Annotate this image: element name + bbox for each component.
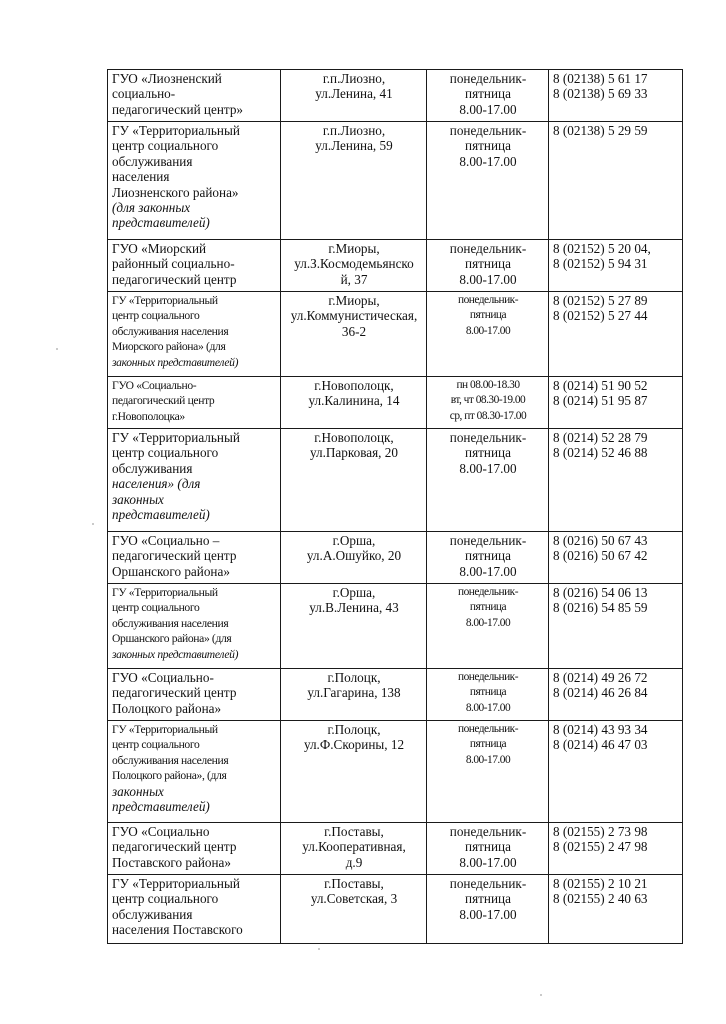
- institution-name-line: законных представителей): [112, 355, 239, 369]
- institution-name-line: социально-: [112, 86, 176, 102]
- working-hours-cell: [427, 823, 549, 875]
- institution-name-line: ГУО «Социально-: [112, 670, 214, 685]
- table-row: [108, 292, 683, 377]
- institution-name-line: центр социального: [112, 738, 200, 752]
- phone-number: 8 (0216) 54 06 13: [553, 585, 648, 600]
- address-cell: [281, 823, 427, 875]
- institution-name-line: ГУ «Территориальный: [112, 723, 218, 736]
- institution-name-line: Полоцкого района»: [112, 700, 222, 716]
- institution-name-line: педагогический центр»: [112, 101, 244, 117]
- working-hours-cell: [427, 532, 549, 584]
- phone-number: 8 (0214) 43 93 34: [553, 722, 648, 737]
- table-row: [108, 875, 683, 944]
- institution-name-cell: [108, 875, 281, 944]
- institution-name-line: г.Новополоцка»: [112, 409, 185, 423]
- institution-name-cell: [108, 669, 281, 721]
- institution-name-line: центр социального: [112, 309, 200, 323]
- institution-name-cell: [108, 584, 281, 669]
- institution-name-line: законных: [112, 783, 164, 799]
- address-line: ул.З.Космодемьянско: [294, 256, 414, 272]
- phone-number: 8 (02155) 2 73 98: [553, 824, 648, 839]
- phone-number: 8 (0214) 52 28 79: [553, 430, 648, 445]
- institution-name-line: Оршанского района» (для: [112, 632, 232, 646]
- address-line: г.п.Лиозно,: [322, 123, 386, 138]
- address-cell: [281, 669, 427, 721]
- working-hours-line: 8.00-17.00: [459, 460, 517, 476]
- address-line: д.9: [345, 854, 363, 870]
- phone-number: 8 (0214) 52 46 88: [553, 445, 648, 461]
- institution-name-line: законных: [112, 491, 164, 507]
- institution-name-cell: [108, 532, 281, 584]
- table-row: [108, 823, 683, 875]
- phone-cell: [549, 377, 683, 429]
- address-cell: [281, 377, 427, 429]
- institution-name-line: районный социально-: [112, 256, 235, 272]
- institution-name-line: населения: [112, 169, 170, 185]
- phone-cell: [549, 669, 683, 721]
- address-cell: [281, 292, 427, 377]
- table-row: [108, 721, 683, 823]
- address-line: й, 37: [340, 271, 368, 287]
- institution-name-line: ГУО «Социально-: [112, 379, 197, 392]
- working-hours-cell: [427, 721, 549, 823]
- institution-name-line: обслуживания: [112, 460, 193, 476]
- phone-cell: [549, 292, 683, 377]
- working-hours-line: понедельник-: [449, 824, 527, 839]
- address-line: ул.Коммунистическая,: [290, 308, 418, 324]
- institution-name-line: населения Поставского: [112, 922, 243, 938]
- address-cell: [281, 875, 427, 944]
- address-line: г.Полоцк,: [327, 722, 381, 737]
- institution-name-line: ГУО «Социально –: [112, 533, 220, 548]
- phone-number: 8 (02155) 2 47 98: [553, 839, 648, 855]
- address-cell: [281, 532, 427, 584]
- phone-cell: [549, 70, 683, 122]
- institution-name-cell: [108, 122, 281, 240]
- phone-number: 8 (02152) 5 27 44: [553, 308, 648, 324]
- table-row: [108, 669, 683, 721]
- working-hours-line: пятница: [469, 686, 507, 699]
- social-centers-table: [107, 69, 683, 944]
- table-row: [108, 532, 683, 584]
- institution-name-line: педагогический центр: [112, 685, 237, 701]
- working-hours-line: 8.00-17.00: [459, 153, 517, 169]
- address-cell: [281, 122, 427, 240]
- scan-speck: [92, 523, 94, 525]
- phone-number: 8 (0214) 51 90 52: [553, 378, 648, 393]
- institution-name-line: Полоцкого района», (для: [112, 769, 227, 783]
- phone-number: 8 (02152) 5 27 89: [553, 293, 648, 308]
- institution-name-line: обслуживания населения: [112, 616, 229, 630]
- institution-name-line: населения» (для: [112, 476, 201, 492]
- phone-number: 8 (0214) 46 26 84: [553, 685, 648, 701]
- address-line: г.п.Лиозно,: [322, 71, 386, 86]
- institution-name-line: ГУ «Территориальный: [112, 430, 240, 445]
- institution-name-line: обслуживания: [112, 153, 193, 169]
- institution-name-line: обслуживания населения: [112, 324, 229, 338]
- table-row: [108, 240, 683, 292]
- phone-number: 8 (0216) 50 67 42: [553, 548, 648, 564]
- institution-name-line: обслуживания населения: [112, 753, 229, 767]
- address-line: г.Новополоцк,: [314, 378, 394, 393]
- phone-cell: [549, 240, 683, 292]
- institution-name-line: Миорского района» (для: [112, 340, 226, 354]
- phone-number: 8 (02155) 2 10 21: [553, 876, 648, 891]
- phone-cell: [549, 721, 683, 823]
- institution-name-line: Поставского района»: [112, 854, 231, 870]
- address-line: ул.Советская, 3: [310, 891, 398, 907]
- address-line: г.Миоры,: [328, 241, 380, 256]
- institution-name-line: ГУО «Лиозненский: [112, 71, 222, 86]
- institution-name-line: центр социального: [112, 891, 219, 907]
- phone-cell: [549, 532, 683, 584]
- address-cell: [281, 429, 427, 532]
- working-hours-line: понедельник-: [449, 430, 527, 445]
- institution-name-line: Оршанского района»: [112, 563, 230, 579]
- institution-name-line: (для законных: [112, 200, 191, 216]
- address-cell: [281, 584, 427, 669]
- working-hours-cell: [427, 669, 549, 721]
- institution-name-line: ГУ «Территориальный: [112, 123, 240, 138]
- institution-name-cell: [108, 721, 281, 823]
- working-hours-line: ср, пт 08.30-17.00: [449, 409, 527, 422]
- working-hours-line: 8.00-17.00: [465, 616, 511, 629]
- table-row: [108, 429, 683, 532]
- scan-speck: [56, 348, 58, 350]
- table-row: [108, 122, 683, 240]
- institution-name-line: педагогический центр: [112, 394, 215, 408]
- institution-name-line: центр социального: [112, 138, 219, 154]
- working-hours-cell: [427, 70, 549, 122]
- working-hours-line: пятница: [465, 138, 511, 154]
- address-line: г.Орша,: [332, 585, 376, 600]
- working-hours-line: 8.00-17.00: [465, 701, 511, 714]
- working-hours-cell: [427, 875, 549, 944]
- institution-name-line: центр социального: [112, 601, 200, 615]
- working-hours-line: 8.00-17.00: [459, 101, 517, 117]
- institution-name-line: ГУО «Миорский: [112, 241, 207, 256]
- phone-number: 8 (02155) 2 40 63: [553, 891, 648, 907]
- working-hours-line: пятница: [469, 738, 507, 751]
- institution-name-line: Лиозненского района»: [112, 184, 239, 200]
- institution-name-line: ГУ «Территориальный: [112, 294, 218, 307]
- address-line: ул.Ф.Скорины, 12: [303, 737, 405, 753]
- institution-name-cell: [108, 240, 281, 292]
- institution-name-line: представителей): [112, 215, 210, 231]
- working-hours-line: пятница: [469, 601, 507, 614]
- address-line: 36-2: [341, 323, 367, 339]
- working-hours-line: 8.00-17.00: [459, 906, 517, 922]
- scan-speck: [540, 994, 542, 996]
- working-hours-line: понедельник-: [449, 71, 527, 86]
- table-row: [108, 377, 683, 429]
- address-line: ул.Гагарина, 138: [307, 685, 401, 701]
- phone-number: 8 (0214) 51 95 87: [553, 393, 648, 409]
- working-hours-cell: [427, 122, 549, 240]
- phone-cell: [549, 584, 683, 669]
- address-cell: [281, 70, 427, 122]
- working-hours-line: пятница: [465, 891, 511, 907]
- institution-name-line: ГУО «Социально: [112, 824, 210, 839]
- address-line: ул.Парковая, 20: [310, 445, 398, 461]
- table-row: [108, 70, 683, 122]
- institution-name-cell: [108, 70, 281, 122]
- working-hours-line: 8.00-17.00: [459, 563, 517, 579]
- working-hours-line: пятница: [465, 445, 511, 461]
- working-hours-cell: [427, 429, 549, 532]
- working-hours-line: понедельник-: [449, 876, 527, 891]
- institution-name-line: педагогический центр: [112, 271, 237, 287]
- address-line: ул.Калинина, 14: [308, 393, 400, 409]
- working-hours-line: понедельник-: [457, 671, 519, 683]
- institution-name-cell: [108, 377, 281, 429]
- phone-number: 8 (02138) 5 69 33: [553, 86, 648, 102]
- phone-number: 8 (02138) 5 61 17: [553, 71, 648, 86]
- working-hours-line: пятница: [469, 309, 507, 322]
- working-hours-line: 8.00-17.00: [459, 271, 517, 287]
- phone-number: 8 (0216) 54 85 59: [553, 600, 648, 616]
- phone-cell: [549, 875, 683, 944]
- working-hours-line: вт, чт 08.30-19.00: [450, 394, 526, 407]
- working-hours-line: пятница: [465, 256, 511, 272]
- institution-name-cell: [108, 823, 281, 875]
- address-line: ул.А.Ошуйко, 20: [306, 548, 402, 564]
- working-hours-cell: [427, 584, 549, 669]
- table-row: [108, 584, 683, 669]
- address-line: г.Поставы,: [324, 876, 384, 891]
- institution-name-line: центр социального: [112, 445, 219, 461]
- working-hours-line: понедельник-: [449, 533, 527, 548]
- working-hours-line: 8.00-17.00: [459, 854, 517, 870]
- phone-cell: [549, 122, 683, 240]
- address-line: ул.Ленина, 41: [315, 86, 393, 102]
- phone-cell: [549, 429, 683, 532]
- working-hours-line: пятница: [465, 839, 511, 855]
- working-hours-cell: [427, 377, 549, 429]
- address-line: ул.В.Ленина, 43: [309, 600, 399, 616]
- working-hours-line: 8.00-17.00: [465, 324, 511, 337]
- institution-name-line: педагогический центр: [112, 548, 237, 564]
- working-hours-line: пятница: [465, 86, 511, 102]
- address-line: г.Миоры,: [328, 293, 380, 308]
- working-hours-line: пятница: [465, 548, 511, 564]
- working-hours-line: пн 08.00-18.30: [456, 379, 520, 391]
- institution-name-line: педагогический центр: [112, 839, 237, 855]
- scan-speck: [318, 948, 320, 950]
- working-hours-line: понедельник-: [457, 723, 519, 735]
- institution-name-line: представителей): [112, 799, 210, 815]
- address-line: ул.Кооперативная,: [302, 839, 406, 855]
- phone-number: 8 (0216) 50 67 43: [553, 533, 648, 548]
- phone-number: 8 (02152) 5 20 04,: [553, 241, 651, 256]
- phone-cell: [549, 823, 683, 875]
- working-hours-cell: [427, 240, 549, 292]
- institution-name-line: ГУ «Территориальный: [112, 586, 218, 599]
- address-line: г.Орша,: [332, 533, 376, 548]
- address-cell: [281, 721, 427, 823]
- working-hours-line: понедельник-: [449, 241, 527, 256]
- address-line: г.Новополоцк,: [314, 430, 394, 445]
- working-hours-line: понедельник-: [449, 123, 527, 138]
- institution-name-line: представителей): [112, 507, 210, 523]
- phone-number: 8 (0214) 49 26 72: [553, 670, 648, 685]
- address-line: ул.Ленина, 59: [315, 138, 393, 154]
- working-hours-cell: [427, 292, 549, 377]
- phone-number: 8 (02138) 5 29 59: [553, 123, 648, 138]
- table-body: [108, 70, 683, 944]
- phone-number: 8 (02152) 5 94 31: [553, 256, 648, 272]
- phone-number: 8 (0214) 46 47 03: [553, 737, 648, 753]
- working-hours-line: 8.00-17.00: [465, 753, 511, 766]
- address-line: г.Поставы,: [324, 824, 384, 839]
- working-hours-line: понедельник-: [457, 294, 519, 306]
- working-hours-line: понедельник-: [457, 586, 519, 598]
- institution-name-cell: [108, 429, 281, 532]
- institution-name-line: ГУ «Территориальный: [112, 876, 240, 891]
- institution-name-line: законных представителей): [112, 647, 239, 661]
- address-cell: [281, 240, 427, 292]
- address-line: г.Полоцк,: [327, 670, 381, 685]
- institution-name-cell: [108, 292, 281, 377]
- institution-name-line: обслуживания: [112, 906, 193, 922]
